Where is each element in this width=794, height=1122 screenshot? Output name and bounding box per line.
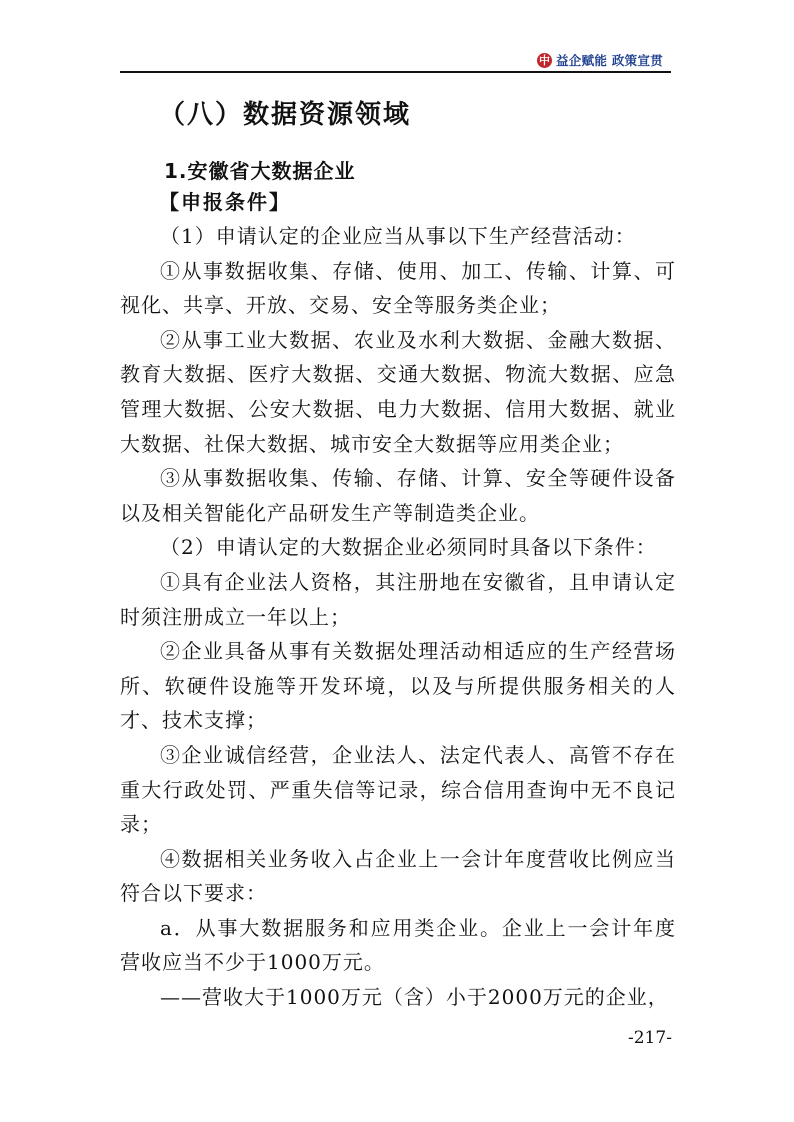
paragraph: a．从事大数据服务和应用类企业。企业上一会计年度营收应当不少于1000万元。: [120, 915, 676, 975]
paragraph: ②从事工业大数据、农业及水利大数据、金融大数据、教育大数据、医疗大数据、交通大数据、物流大数据、应急管理大数据、公安大数据、电力大数据、信用大数据、就业大数据、社保大数据、城市安全大数据等应用类企业；: [120, 327, 676, 456]
brand-logo-icon: 中: [539, 53, 550, 67]
paragraph: ①从事数据收集、存储、使用、加工、传输、计算、可视化、共享、开放、交易、安全等服务类企业；: [120, 258, 676, 318]
paragraph: ②企业具备从事有关数据处理活动相适应的生产经营场所、软硬件设施等开发环境，以及与所提供服务相关的人才、技术支撑；: [120, 639, 676, 733]
subsection-title: 1.安徽省大数据企业: [164, 159, 356, 183]
body-text: [120, 219, 676, 1015]
conditions-heading: 【申报条件】: [159, 190, 291, 214]
paragraph: ①具有企业法人资格，其注册地在安徽省，且申请认定时须注册成立一年以上；: [120, 569, 676, 629]
paragraph: ③从事数据收集、传输、存储、计算、安全等硬件设备以及相关智能化产品研发生产等制造类企业。: [120, 466, 676, 525]
brand-text: 益企赋能 政策宣贯: [556, 53, 664, 68]
page-number: -217-: [628, 1028, 672, 1048]
paragraph: （2）申请认定的大数据企业必须同时具备以下条件：: [160, 535, 657, 560]
paragraph: ——营收大于1000万元（含）小于2000万元的企业，: [160, 985, 669, 1010]
paragraph: ③企业诚信经营，企业法人、法定代表人、高管不存在重大行政处罚、严重失信等记录，综合信用查询中无不良记录；: [120, 742, 676, 837]
paragraph: ④数据相关业务收入占企业上一会计年度营收比例应当符合以下要求：: [120, 846, 676, 906]
paragraph: （1）申请认定的企业应当从事以下生产经营活动：: [160, 224, 636, 248]
header-brand: [537, 51, 663, 69]
section-title: （八）数据资源领域: [159, 100, 412, 130]
header-rule: [120, 71, 671, 73]
